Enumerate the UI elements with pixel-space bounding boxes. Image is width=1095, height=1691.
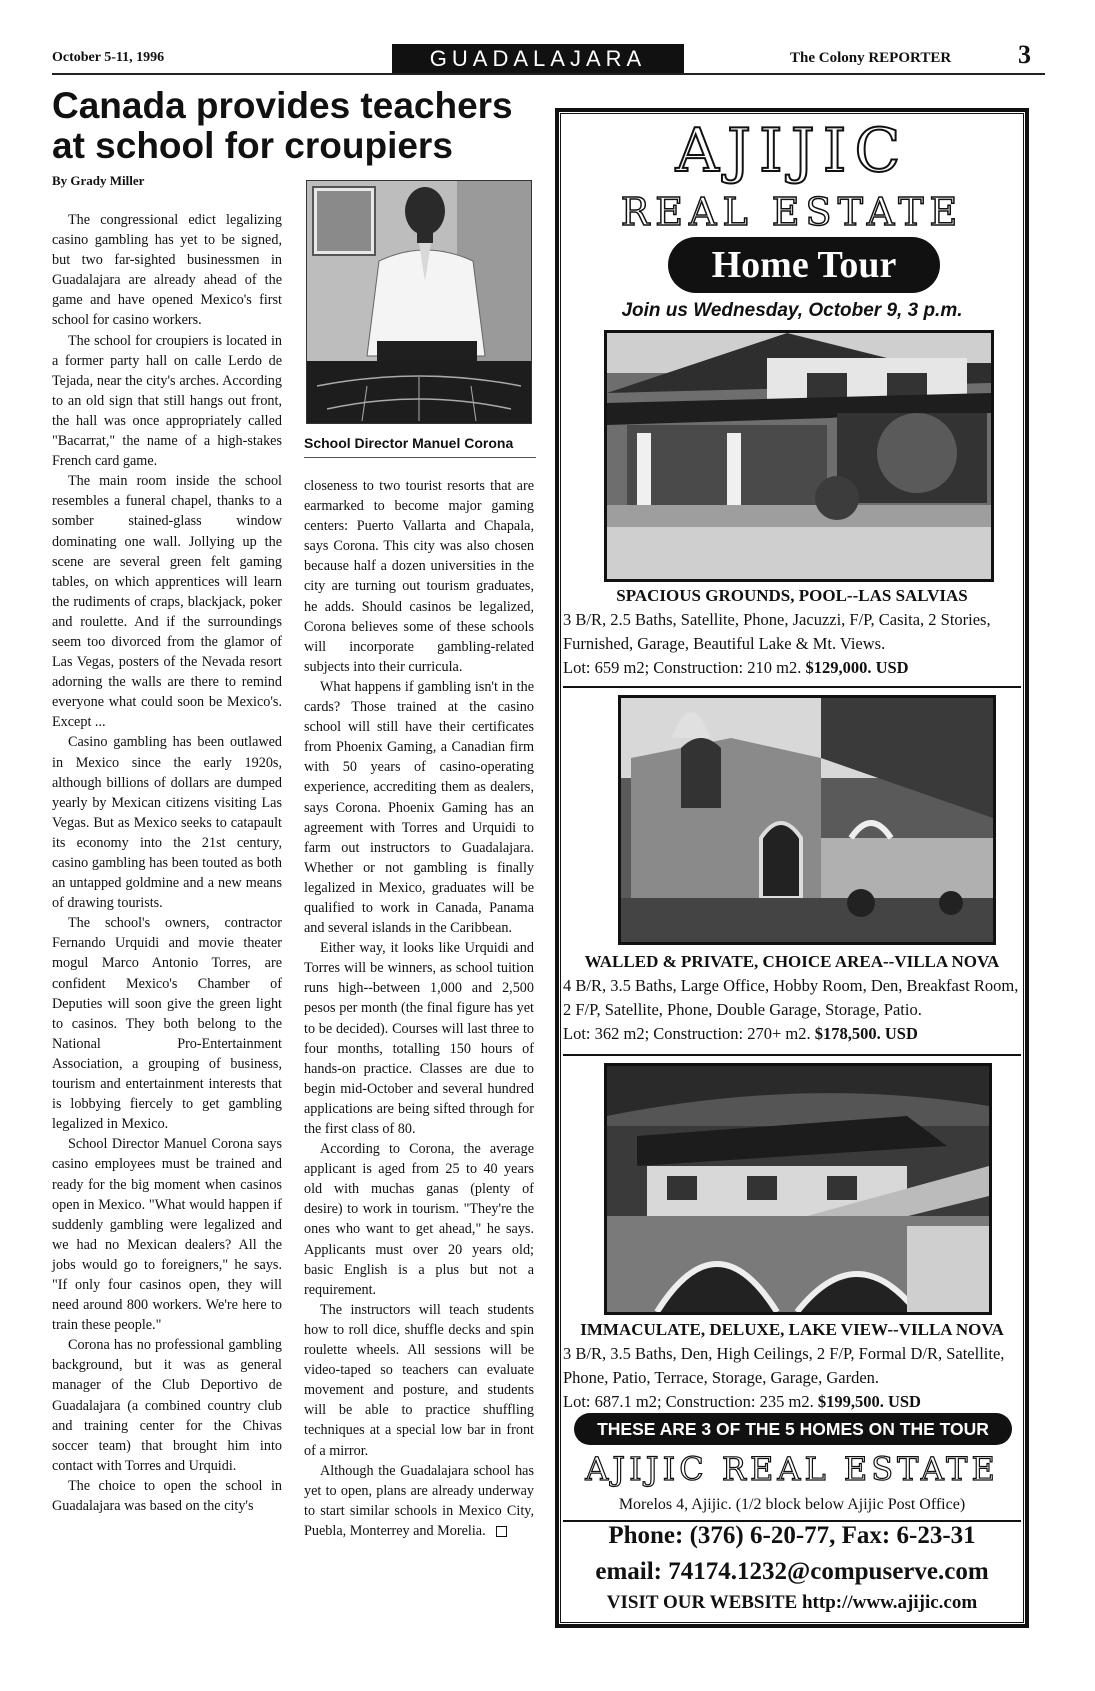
photo-illustration [307,181,531,423]
listing-lot: Lot: 659 m2; Construction: 210 m2. [563,658,802,677]
house-illustration [621,698,993,942]
office-address: Morelos 4, Ajijic. (1/2 block below Ajijic Post Office) [618,1496,966,1513]
email-address: email: 74174.1232@compuserve.com [595,1558,989,1585]
tour-homes-banner: THESE ARE 3 OF THE 5 HOMES ON THE TOUR [574,1413,1012,1445]
article-headline: Canada provides teachers at school for croupiers [52,85,513,166]
listing-divider [563,686,1021,688]
paragraph: Either way, it looks like Urquidi and Torres will be winners, as school tuition runs high--between 1,000 and 2,500 pesos per month (the final figure has yet to be decided). Courses will last three to four months, totalling 150 hours of hands-on practice. Classes are due to begin mid-October and several hundred applications are being sifted through for the first class of 80. [304,940,534,1137]
paragraph: School Director Manuel Corona says casino employees must be trained and ready for the big moment when casinos open in Mexico. "What would happen if suddenly gambling were legalized and we had no Mexican dealers? All the jobs would go to foreigners," he says. "If only four casinos open, they will need around 800 workers. We're here to train these people." [52,1136,282,1334]
house-photo-villa-nova-lakeview [604,1063,992,1315]
listing-lot: Lot: 362 m2; Construction: 270+ m2. [563,1024,811,1043]
listing-features: 3 B/R, 2.5 Baths, Satellite, Phone, Jacuzzi, F/P, Casita, 2 Stories, Furnished, Garage, Beautiful Lake & Mt. Views. [563,610,991,653]
house-illustration [607,1066,989,1312]
paragraph [304,1461,534,1541]
listing-title: SPACIOUS GROUNDS, POOL--LAS SALVIAS [616,586,968,605]
section-banner: GUADALAJARA [392,44,684,74]
issue-date: October 5-11, 1996 [52,50,165,65]
house-photo-las-salvias [604,330,994,582]
paragraph: The main room inside the school resembles a funeral chapel, thanks to a somber stained-glass window dominating one wall. Jollying up the scene are several green felt gaming tables, on which apprentices will learn the rudiments of craps, blackjack, poker and roulette. And if the surroundings seem too divorced from the glamor of Las Vegas, posters of the Nevada resort adorning the walls are there to remind everyone what could soon be Mexico's. Except ... [52,473,282,731]
paragraph: closeness to two tourist resorts that are earmarked to become major gaming centers: Puerto Vallarta and Chapala, says Corona. This city was also chosen because half a dozen universities in the city are turning out tourism graduates, he adds. Should casinos be legalized, Corona believes some of these schools will incorporate gambling-related subjects into their curricula. [304,478,534,675]
paragraph: Corona has no professional gambling background, but it was as general manager of the Club Deportivo de Guadalajara (a combined country club and training center for the Chivas soccer team) that brought him into contact with Torres and Urquidi. [52,1337,282,1474]
listing-lot-price [563,1022,1021,1046]
director-photo [306,180,532,424]
listing-price: $199,500. USD [817,1392,921,1411]
listing-price: $178,500. USD [814,1024,918,1043]
ad-logo-top: AJIJIC [675,116,909,186]
paragraph: The school's owners, contractor Fernando Urquidi and movie theater mogul Marco Antonio Torres, are confident Mexico's Chamber of Deputies will soon give the green light to casinos. They both belong to the National Pro-Entertainment Association, a grouping of business, tourism and entertainment interests that is lobbying fiercely to get gambling legalized in Mexico. [52,915,282,1133]
paragraph-text: Although the Guadalajara school has yet to open, plans are already underway to start similar schools in Mexico City, Puebla, Monterrey and Morelia. [304,1462,534,1539]
paragraph: The choice to open the school in Guadalajara was based on the city's [52,1477,282,1514]
photo-caption: School Director Manuel Corona [304,435,536,458]
website-line: VISIT OUR WEBSITE http://www.ajijic.com [606,1592,978,1613]
paragraph: According to Corona, the average applicant is aged from 25 to 40 years old with muchas ganas (plenty of desire) to work in tourism. "They're the ones who want to get ahead," he says. Applicants must over 20 years old; basic English is a plus but not a requirement. [304,1141,534,1298]
ad-logo-bottom: AJIJIC REAL ESTATE [585,1450,999,1488]
listing-villa-nova-lakeview [563,1318,1021,1414]
listing-title: IMMACULATE, DELUXE, LAKE VIEW--VILLA NOVA [580,1320,1004,1339]
house-photo-villa-nova-walled [618,695,996,945]
listing-features: 4 B/R, 3.5 Baths, Large Office, Hobby Room, Den, Breakfast Room, 2 F/P, Satellite, Phone, Double Garage, Storage, Patio. [563,976,1019,1019]
newspaper-name: The Colony REPORTER [790,50,952,66]
ad-logo-subtitle: REAL ESTATE [620,190,964,234]
listing-las-salvias [563,584,1021,680]
listing-lot-price [563,656,1021,680]
listing-divider [563,1054,1021,1056]
tour-date-line: Join us Wednesday, October 9, 3 p.m. [621,300,963,321]
phone-fax: Phone: (376) 6-20-77, Fax: 6-23-31 [608,1522,976,1549]
listing-title: WALLED & PRIVATE, CHOICE AREA--VILLA NOVA [584,952,1000,971]
paragraph: The congressional edict legalizing casino gambling has yet to be signed, but two far-sighted businessmen in Guadalajara are already ahead of the game and have opened Mexico's first school for casino workers. [52,212,282,329]
paragraph: Casino gambling has been outlawed in Mexico since the early 1920s, although billions of dollars are dumped yearly by Mexican citizens visiting Las Vegas. But as Mexico seeks to catapault its economy into the 21st century, casino gambling has been touted as both an untapped goldmine and a new means of drawing tourists. [52,734,282,912]
paragraph: What happens if gambling isn't in the cards? Those trained at the casino school will still have their certificates from Phoenix Gaming, a Canadian firm with 50 years of casino-operating experience, accrediting them as dealers, says Corona. Phoenix Gaming has an agreement with Torres and Urquidi to farm out instructors to Guadalajara. Whether or not gambling is finally legalized in Mexico, graduates will be qualified to work in Canada, Panama and several islands in the Caribbean. [304,678,534,937]
paragraph: The instructors will teach students how to roll dice, shuffle decks and spin roulette wheels. All sessions will be video-taped so teachers can evaluate movement and posture, and students will be able to practice shuffling techniques at a special low bar in front of a mirror. [304,1301,534,1459]
listing-lot: Lot: 687.1 m2; Construction: 235 m2. [563,1392,814,1411]
paragraph: The school for croupiers is located in a former party hall on calle Lerdo de Tejada, near the city's arches. According to an old sign that still hangs out front, the hall was once appropriately called "Bacarrat," the name of a high-stakes French card game. [52,332,282,470]
header-rule [52,73,1045,75]
article-column-1 [52,210,282,1516]
listing-lot-price [563,1390,1021,1414]
home-tour-badge: Home Tour [668,237,940,293]
article-byline: By Grady Miller [52,173,145,188]
listing-features: 3 B/R, 3.5 Baths, Den, High Ceilings, 2 F/P, Formal D/R, Satellite, Phone, Patio, Terrace, Storage, Garage, Garden. [563,1344,1005,1387]
end-mark-icon [496,1526,507,1537]
article-column-2 [304,476,534,1541]
listing-villa-nova-walled [563,950,1021,1046]
page-number: 3 [1018,40,1031,69]
house-illustration [607,333,991,579]
listing-price: $129,000. USD [805,658,909,677]
